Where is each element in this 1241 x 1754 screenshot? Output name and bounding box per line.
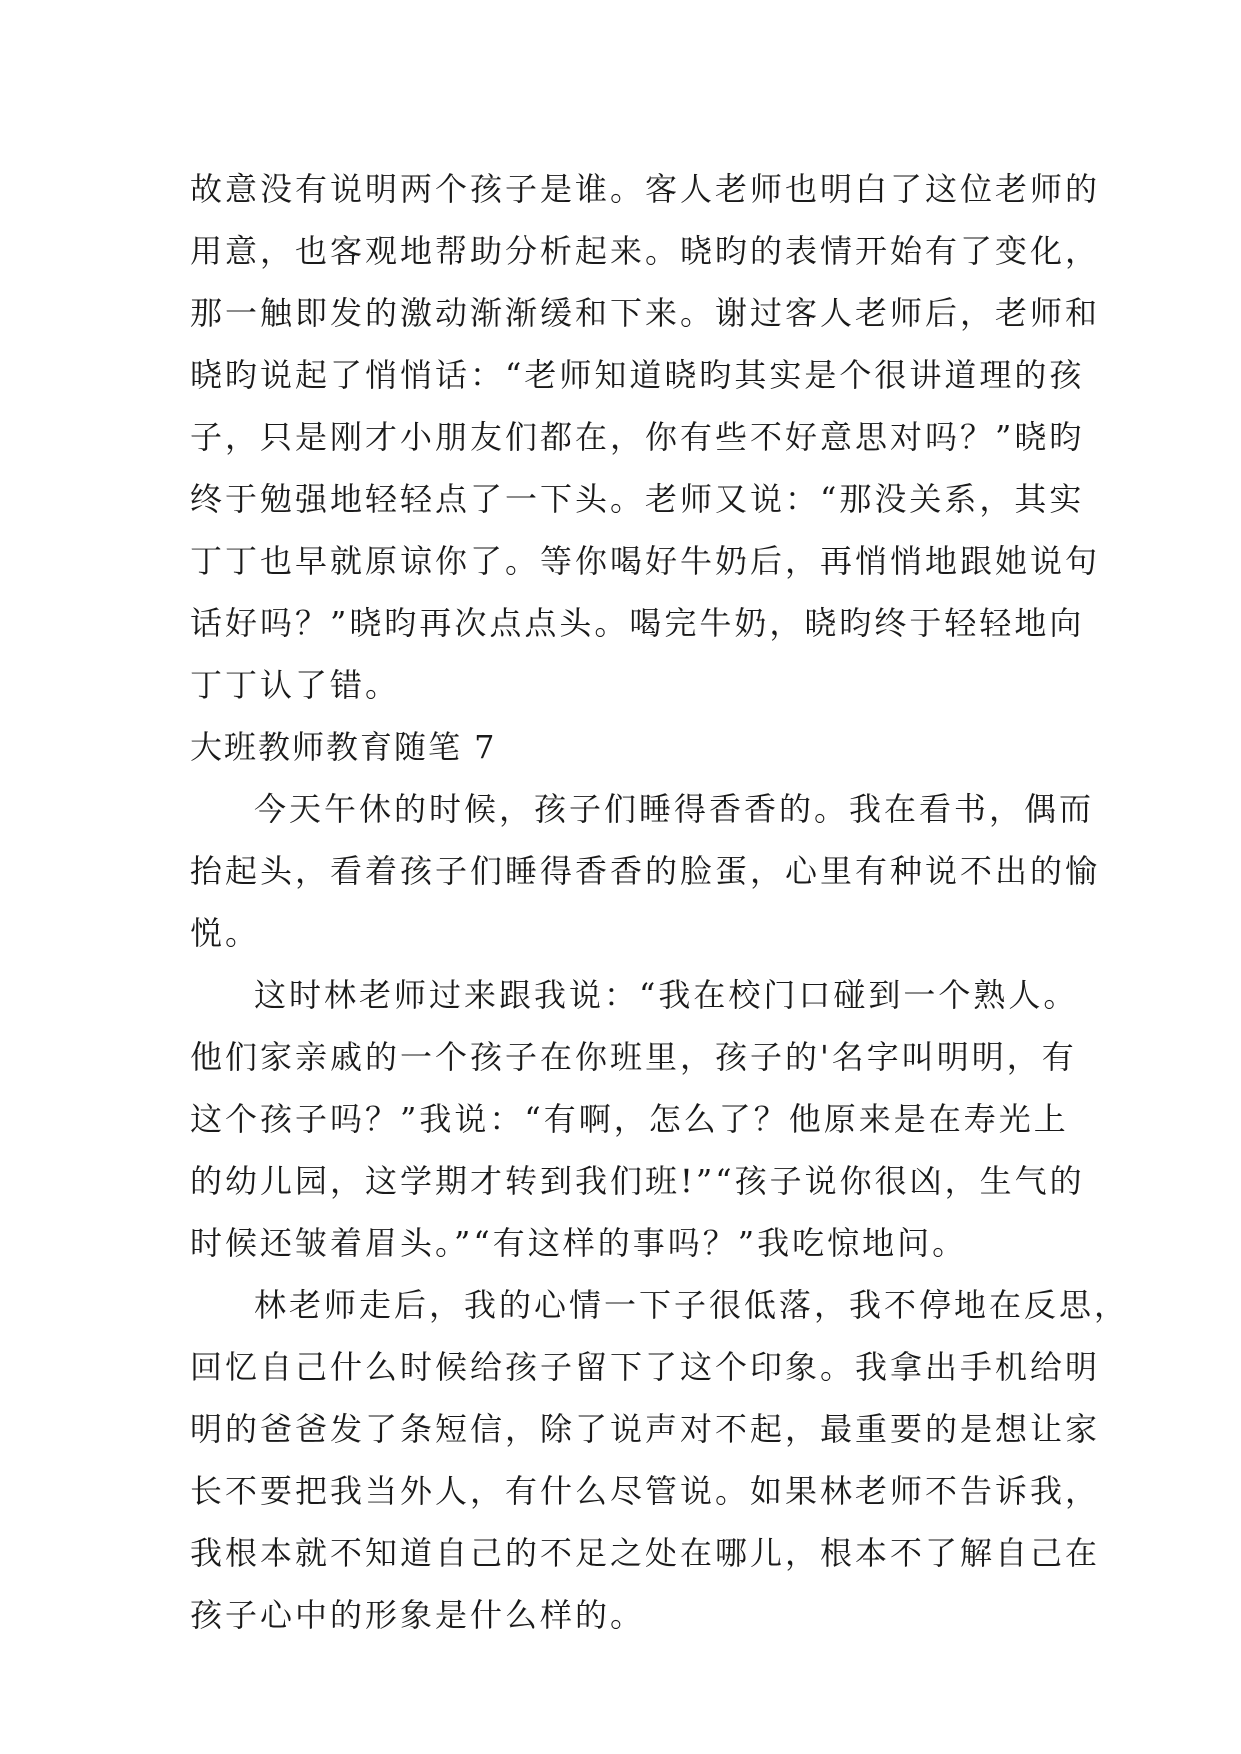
text-line: 这个孩子吗？”我说：“有啊，怎么了？他原来是在寿光上 (190, 1100, 1069, 1138)
text-line: 长不要把我当外人，有什么尽管说。如果林老师不告诉我， (190, 1472, 1101, 1510)
text-line: 孩子心中的形象是什么样的。 (190, 1596, 646, 1634)
text-line: 丁丁认了错。 (190, 666, 401, 704)
text-line: 今天午休的时候，孩子们睡得香香的。我在看书，偶而 (254, 790, 1095, 828)
text-line: 的幼儿园，这学期才转到我们班!”“孩子说你很凶，生气的 (190, 1162, 1085, 1200)
paragraph-continued (190, 158, 1101, 716)
text-line: 子，只是刚才小朋友们都在，你有些不好意思对吗？”晓昀 (190, 418, 1085, 456)
text-line: 话好吗？”晓昀再次点点头。喝完牛奶，晓昀终于轻轻地向 (190, 604, 1085, 642)
text-line: 时候还皱着眉头。”“有这样的事吗？”我吃惊地问。 (190, 1224, 968, 1262)
paragraph-nap-time (190, 778, 1101, 964)
document-body (190, 158, 1130, 1646)
paragraph-reflection (190, 1274, 1130, 1646)
text-line: 我根本就不知道自己的不足之处在哪儿，根本不了解自己在 (190, 1534, 1101, 1572)
text-line: 丁丁也早就原谅你了。等你喝好牛奶后，再悄悄地跟她说句 (190, 542, 1101, 580)
text-line: 那一触即发的激动渐渐缓和下来。谢过客人老师后，老师和 (190, 294, 1101, 332)
text-line: 这时林老师过来跟我说：“我在校门口碰到一个熟人。 (254, 976, 1079, 1014)
text-line: 故意没有说明两个孩子是谁。客人老师也明白了这位老师的 (190, 170, 1101, 208)
text-line: 他们家亲戚的一个孩子在你班里，孩子的'名字叫明明，有 (190, 1038, 1077, 1076)
text-line: 林老师走后，我的心情一下子很低落，我不停地在反思， (254, 1286, 1130, 1324)
text-line: 用意，也客观地帮助分析起来。晓昀的表情开始有了变化， (190, 232, 1101, 270)
section-heading: 大班教师教育随笔 7 (190, 728, 497, 766)
text-line: 抬起头，看着孩子们睡得香香的脸蛋，心里有种说不出的愉 (190, 852, 1101, 890)
paragraph-conversation (190, 964, 1085, 1274)
text-line: 回忆自己什么时候给孩子留下了这个印象。我拿出手机给明 (190, 1348, 1101, 1386)
text-line: 明的爸爸发了条短信，除了说声对不起，最重要的是想让家 (190, 1410, 1101, 1448)
text-line: 晓昀说起了悄悄话：“老师知道晓昀其实是个很讲道理的孩 (190, 356, 1085, 394)
text-line: 终于勉强地轻轻点了一下头。老师又说：“那没关系，其实 (190, 480, 1085, 518)
text-line: 悦。 (190, 914, 261, 952)
